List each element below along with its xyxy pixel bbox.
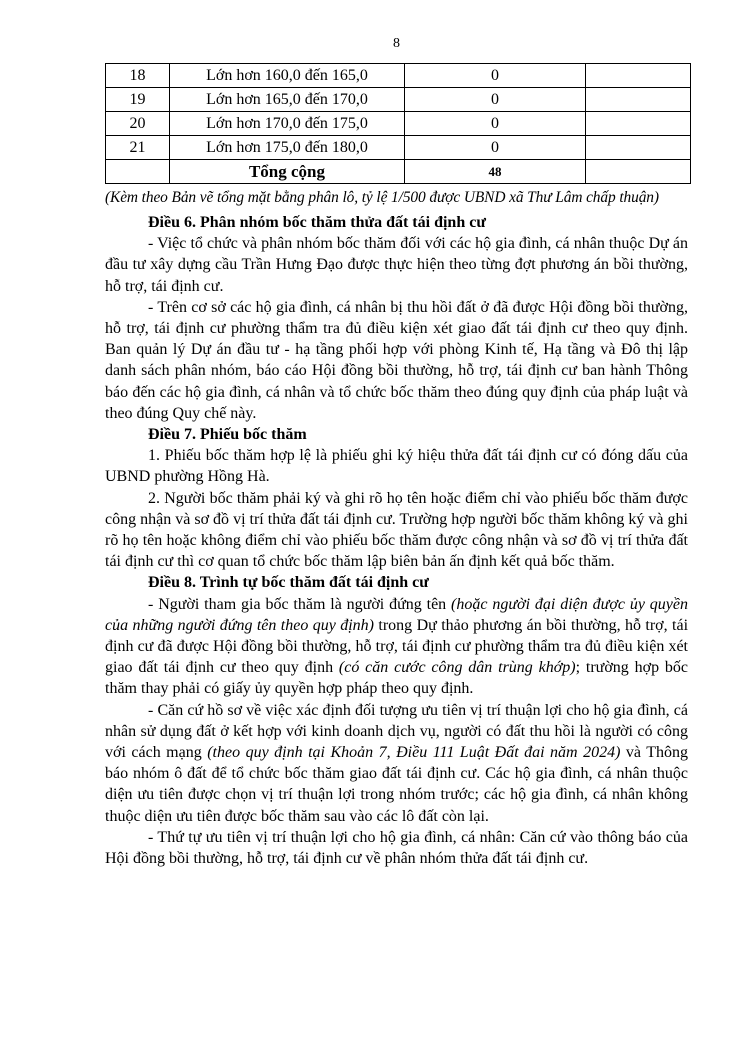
row-number-cell: 21 <box>106 136 170 160</box>
total-label-cell: Tổng cộng <box>170 160 405 184</box>
paragraph-priority-order: - Thứ tự ưu tiên vị trí thuận lợi cho hộ gia đình, cá nhân: Căn cứ vào thông báo của Hội đồng bồi thường, hỗ trợ, tái định cư về phân nhóm thửa đất tái định cư. <box>105 828 688 868</box>
italic-run: (hoặc người đại diện được ủy quyền của những người đứng tên theo quy định) <box>105 595 688 634</box>
paragraph-group-list-basis: - Trên cơ sở các hộ gia đình, cá nhân bị thu hồi đất ở đã được Hội đồng bồi thường, hỗ trợ, tái định cư phường thẩm tra đủ điều kiện xét giao đất tái định cư theo quy định. Ban quản lý Dự án đầu tư - hạ tầng phối hợp với phòng Kinh tế, Hạ tầng và Đô thị lập danh sách phân nhóm, báo cáo Hội đồng bồi thường, hỗ trợ, tái định cư ban hành Thông báo đến các hộ gia đình, cá nhân và tổ chức bốc thăm theo đúng quy định của pháp luật và theo đúng Quy chế này. <box>105 298 688 422</box>
row-number-cell: 19 <box>106 88 170 112</box>
note-cell <box>586 136 691 160</box>
text-run: - Người tham gia bốc thăm là người đứng tên <box>148 595 452 613</box>
count-cell: 0 <box>405 112 586 136</box>
text-run: ; trường hợp bốc thăm thay phải có giấy ủy quyền hợp pháp theo quy định. <box>105 659 688 698</box>
table-row <box>106 112 691 136</box>
article-8-heading: Điều 8. Trình tự bốc thăm đất tái định cư <box>148 574 429 592</box>
row-number-cell: 18 <box>106 64 170 88</box>
italic-run: (theo quy định tại Khoản 7, Điều 111 Luật Đất đai năm 2024) <box>207 744 621 762</box>
count-cell: 0 <box>405 88 586 112</box>
document-body <box>105 212 688 869</box>
empty-cell <box>586 160 691 184</box>
note-cell <box>586 64 691 88</box>
text-run: - Căn cứ hồ sơ về việc xác định đối tượng ưu tiên vị trí thuận lợi cho hộ gia đình, cá nhân sử dụng đất ở kết hợp với kinh doanh dịch vụ, người có đất thu hồi là người có công với cách mạng <box>105 701 688 762</box>
note-cell <box>586 112 691 136</box>
paragraph-organizing-groups: - Việc tổ chức và phân nhóm bốc thăm đối với các hộ gia đình, cá nhân thuộc Dự án đầu tư xây dựng cầu Trần Hưng Đạo được thực hiện theo từng đợt phương án bồi thường, hỗ trợ, tái định cư. <box>105 235 688 295</box>
paragraph-valid-ticket: 1. Phiếu bốc thăm hợp lệ là phiếu ghi ký hiệu thửa đất tái định cư có đóng dấu của UBND phường Hồng Hà. <box>105 447 688 486</box>
table-row <box>106 64 691 88</box>
area-range-cell: Lớn hơn 165,0 đến 170,0 <box>170 88 405 112</box>
table-row <box>106 136 691 160</box>
table-caption: (Kèm theo Bản vẽ tổng mặt bằng phân lô, tỷ lệ 1/500 được UBND xã Thư Lâm chấp thuận) <box>105 189 659 206</box>
note-cell <box>586 88 691 112</box>
paragraph-participant <box>105 594 688 700</box>
italic-run: (có căn cước công dân trùng khớp) <box>338 659 576 677</box>
allocation-table <box>105 63 691 184</box>
article-7-heading: Điều 7. Phiếu bốc thăm <box>148 426 307 444</box>
text-run: và Thông báo nhóm ô đất để tổ chức bốc thăm giao đất tái định cư. Các hộ gia đình, cá nhân thuộc diện ưu tiên được chọn vị trí thuận lợi trong nhóm trước; các hộ gia đình, cá nhân không thuộc diện ưu tiên được bốc thăm sau vào các lô đất còn lại. <box>105 744 688 825</box>
table-row <box>106 88 691 112</box>
empty-cell <box>106 160 170 184</box>
area-range-cell: Lớn hơn 175,0 đến 180,0 <box>170 136 405 160</box>
paragraph-priority-basis <box>105 700 688 827</box>
count-cell: 0 <box>405 64 586 88</box>
table-total-row <box>106 160 691 184</box>
text-run: trong Dự thảo phương án bồi thường, hỗ trợ, tái định cư đã được Hội đồng bồi thường, hỗ trợ, tái định cư phường thẩm tra đủ điều kiện xét giao đất tái định cư theo quy định <box>105 616 689 677</box>
row-number-cell: 20 <box>106 112 170 136</box>
area-range-cell: Lớn hơn 160,0 đến 165,0 <box>170 64 405 88</box>
paragraph-sign-ticket: 2. Người bốc thăm phải ký và ghi rõ họ tên hoặc điểm chỉ vào phiếu bốc thăm được công nhận và sơ đồ vị trí thửa đất tái định cư. Trường hợp người bốc thăm không ký và ghi rõ họ tên hoặc không điểm chỉ vào phiếu bốc thăm được công nhận và sơ đồ vị trí thửa đất tái định cư thì cơ quan tổ chức bốc thăm lập biên bản ấn định kết quả bốc thăm. <box>105 489 688 571</box>
count-cell: 0 <box>405 136 586 160</box>
area-range-cell: Lớn hơn 170,0 đến 175,0 <box>170 112 405 136</box>
total-value-cell: 48 <box>405 160 586 184</box>
article-6-heading: Điều 6. Phân nhóm bốc thăm thửa đất tái định cư <box>148 214 486 231</box>
page-number: 8 <box>393 36 400 51</box>
